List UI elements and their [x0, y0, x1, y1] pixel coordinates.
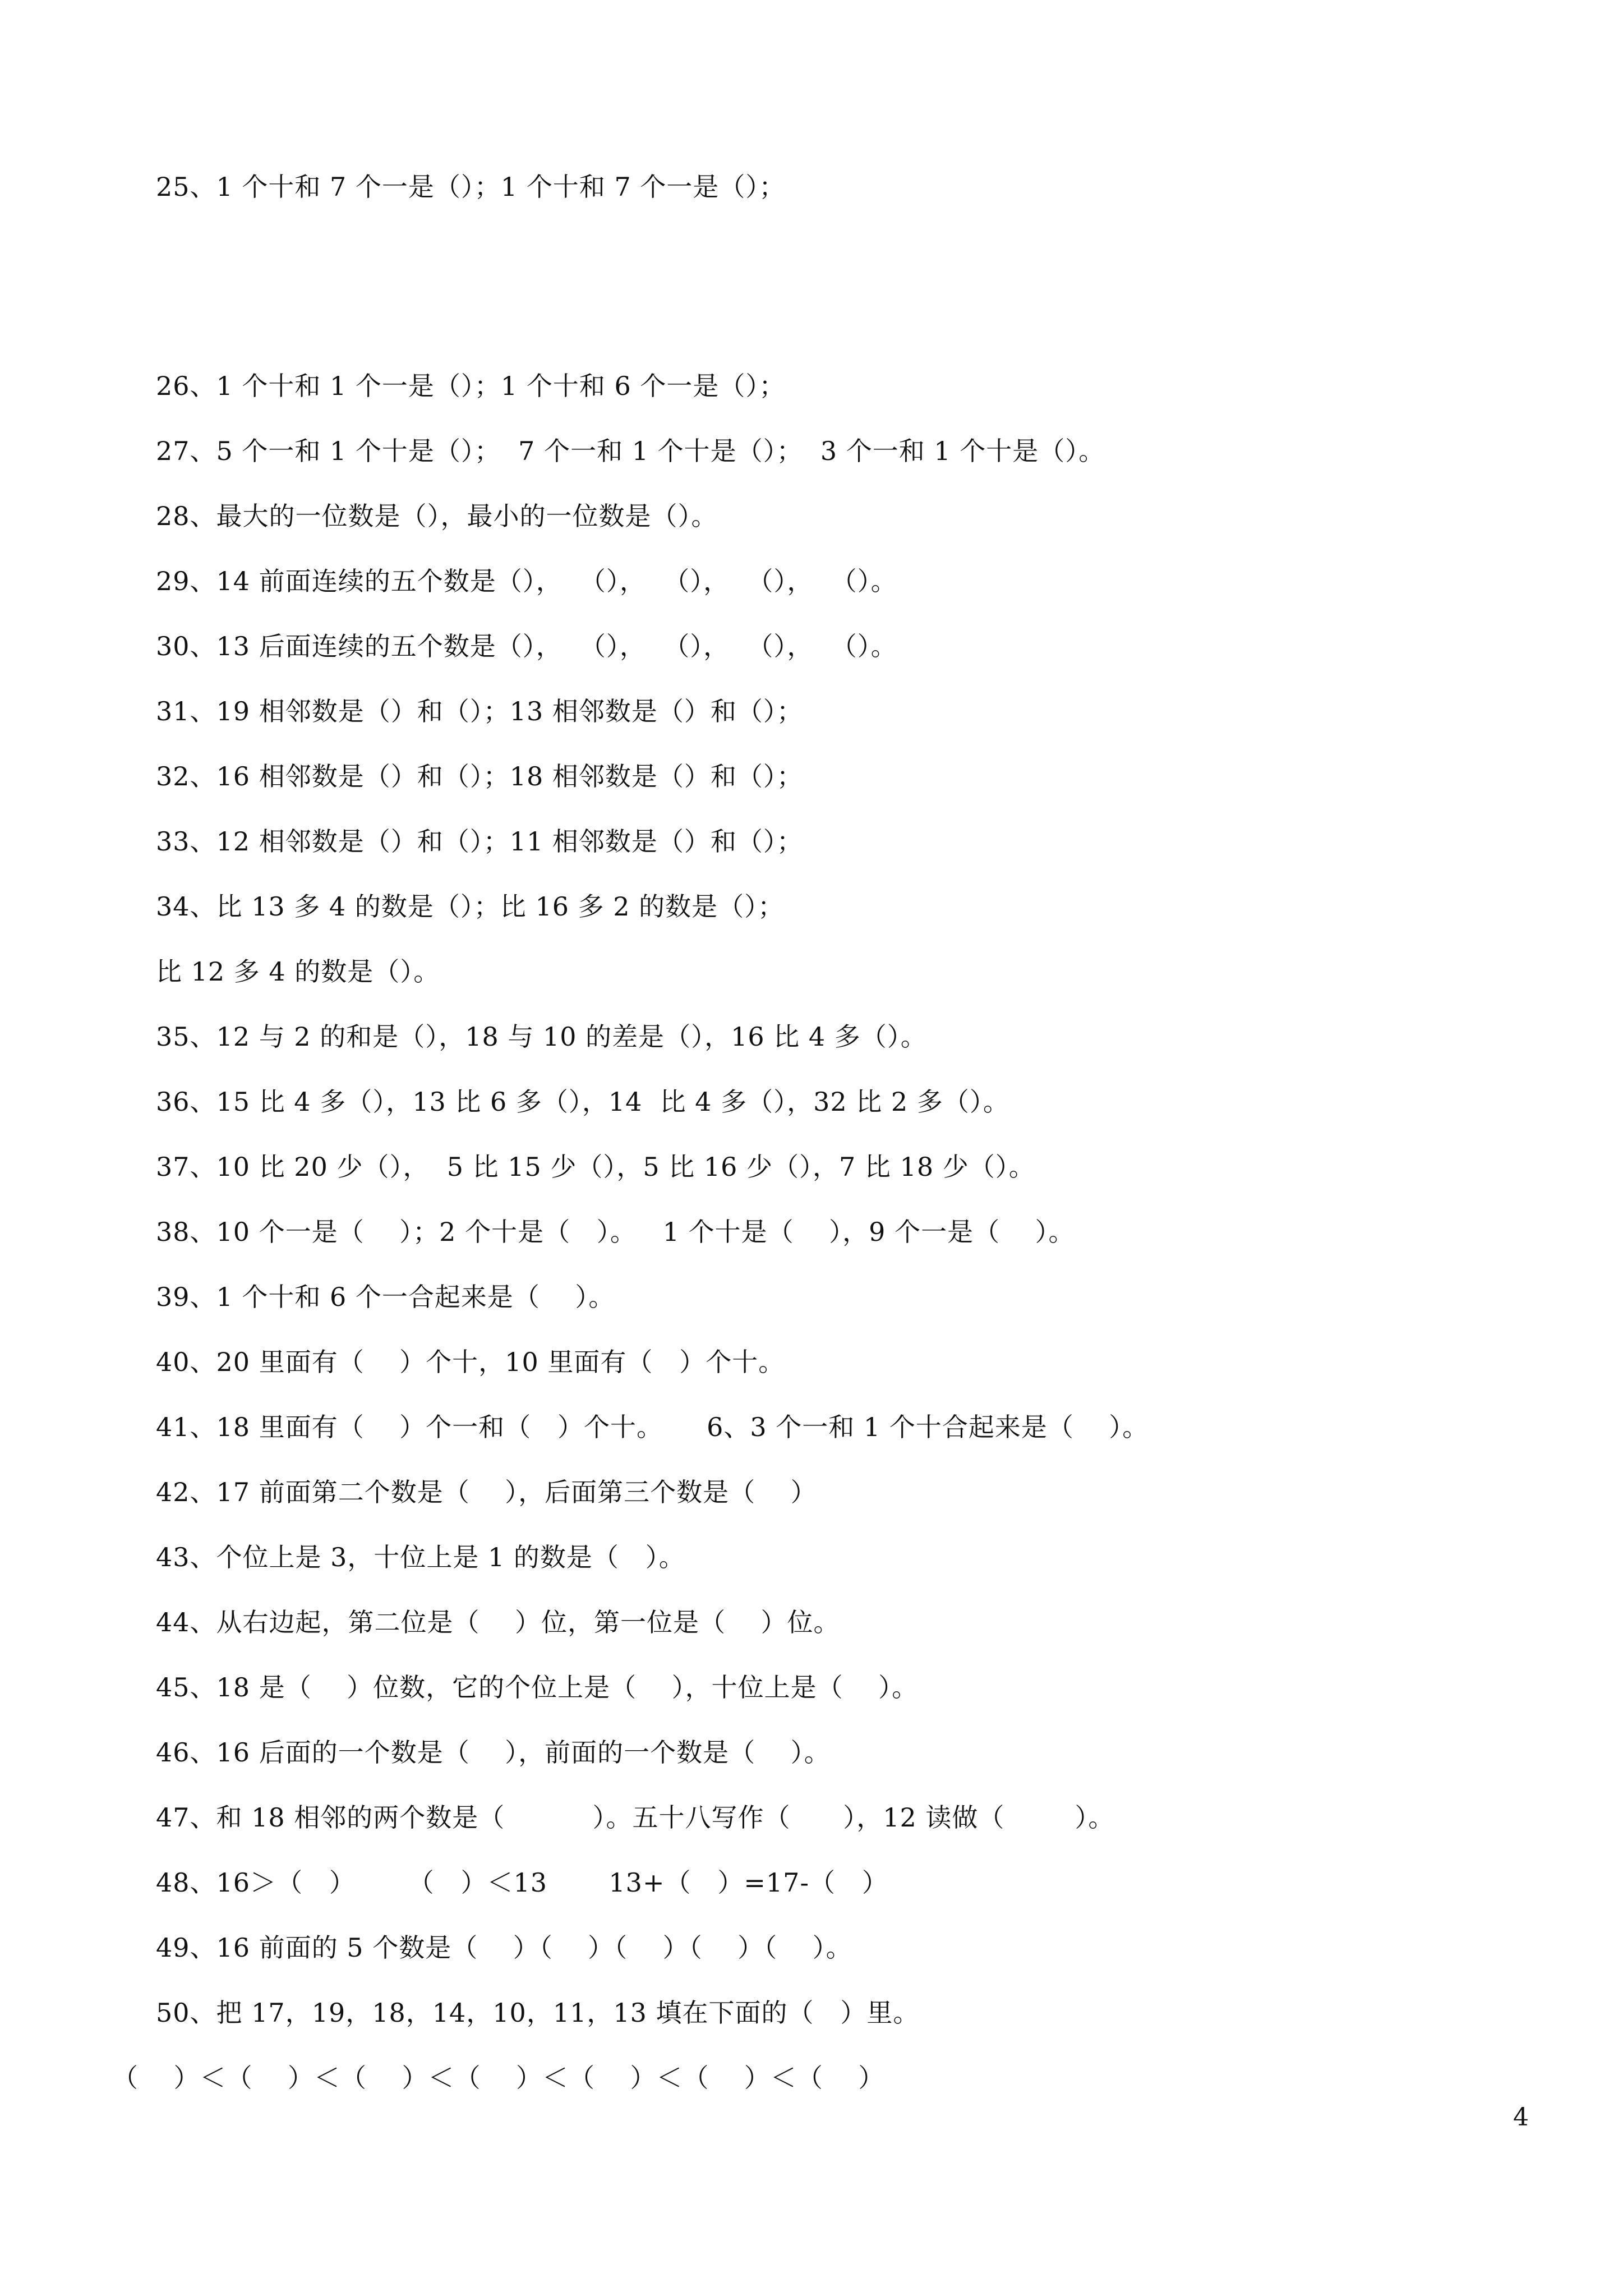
question-39: 39、1 个十和 6 个一合起来是（ ）。 [156, 1282, 615, 1312]
question-41: 41、18 里面有（ ）个一和（ ）个十。 6、3 个一和 1 个十合起来是（ ）。 [156, 1412, 1149, 1442]
question-34-continued: 比 12 多 4 的数是（）。 [156, 956, 440, 987]
question-32: 32、16 相邻数是（）和（）；18 相邻数是（）和（）； [156, 761, 803, 792]
ordering-blanks: （ ）＜（ ）＜（ ）＜（ ）＜（ ）＜（ ）＜（ ） [112, 2063, 885, 2093]
question-50: 50、把 17，19，18，14，10，11，13 填在下面的（ ）里。 [156, 1998, 920, 2028]
question-34: 34、比 13 多 4 的数是（）；比 16 多 2 的数是（）； [156, 891, 785, 922]
question-28: 28、最大的一位数是（），最小的一位数是（）。 [156, 501, 718, 531]
question-48: 48、16＞（ ） （ ）＜13 13+（ ）=17-（ ） [156, 1867, 888, 1898]
question-38: 38、10 个一是（ ）；2 个十是（ ）。 1 个十是（ ），9 个一是（ ）。 [156, 1217, 1075, 1247]
question-44: 44、从右边起，第二位是（ ）位，第一位是（ ）位。 [156, 1607, 840, 1637]
question-46: 46、16 后面的一个数是（ ），前面的一个数是（ ）。 [156, 1737, 831, 1768]
question-36: 36、15 比 4 多（），13 比 6 多（），14 比 4 多（），32 比 2 多（）。 [156, 1087, 1009, 1117]
question-43: 43、个位上是 3，十位上是 1 的数是（ ）。 [156, 1542, 685, 1572]
question-45: 45、18 是（ ）位数，它的个位上是（ ），十位上是（ ）。 [156, 1672, 919, 1703]
question-42: 42、17 前面第二个数是（ ），后面第三个数是（ ） [156, 1477, 817, 1507]
question-33: 33、12 相邻数是（）和（）；11 相邻数是（）和（）； [156, 826, 803, 857]
question-40: 40、20 里面有（ ）个十，10 里面有（ ）个十。 [156, 1347, 785, 1377]
question-47: 47、和 18 相邻的两个数是（ ）。五十八写作（ ），12 读做（ ）。 [156, 1802, 1115, 1833]
question-49: 49、16 前面的 5 个数是（ ）（ ）（ ）（ ）（ ）。 [156, 1932, 852, 1963]
question-25: 25、1 个十和 7 个一是（）；1 个十和 7 个一是（）； [156, 172, 786, 202]
question-29: 29、14 前面连续的五个数是（）， （）， （）， （）， （）。 [156, 566, 897, 596]
question-30: 30、13 后面连续的五个数是（）， （）， （）， （）， （）。 [156, 631, 897, 661]
page-number: 4 [1513, 2103, 1529, 2132]
question-35: 35、12 与 2 的和是（），18 与 10 的差是（），16 比 4 多（）。 [156, 1022, 927, 1052]
question-37: 37、10 比 20 少（）， 5 比 15 少（），5 比 16 少（），7 比 18 少（）。 [156, 1152, 1035, 1182]
question-26: 26、1 个十和 1 个一是（）；1 个十和 6 个一是（）； [156, 371, 786, 401]
question-27: 27、5 个一和 1 个十是（）； 7 个一和 1 个十是（）； 3 个一和 1 个十是（）。 [156, 436, 1105, 466]
question-31: 31、19 相邻数是（）和（）；13 相邻数是（）和（）； [156, 696, 803, 726]
